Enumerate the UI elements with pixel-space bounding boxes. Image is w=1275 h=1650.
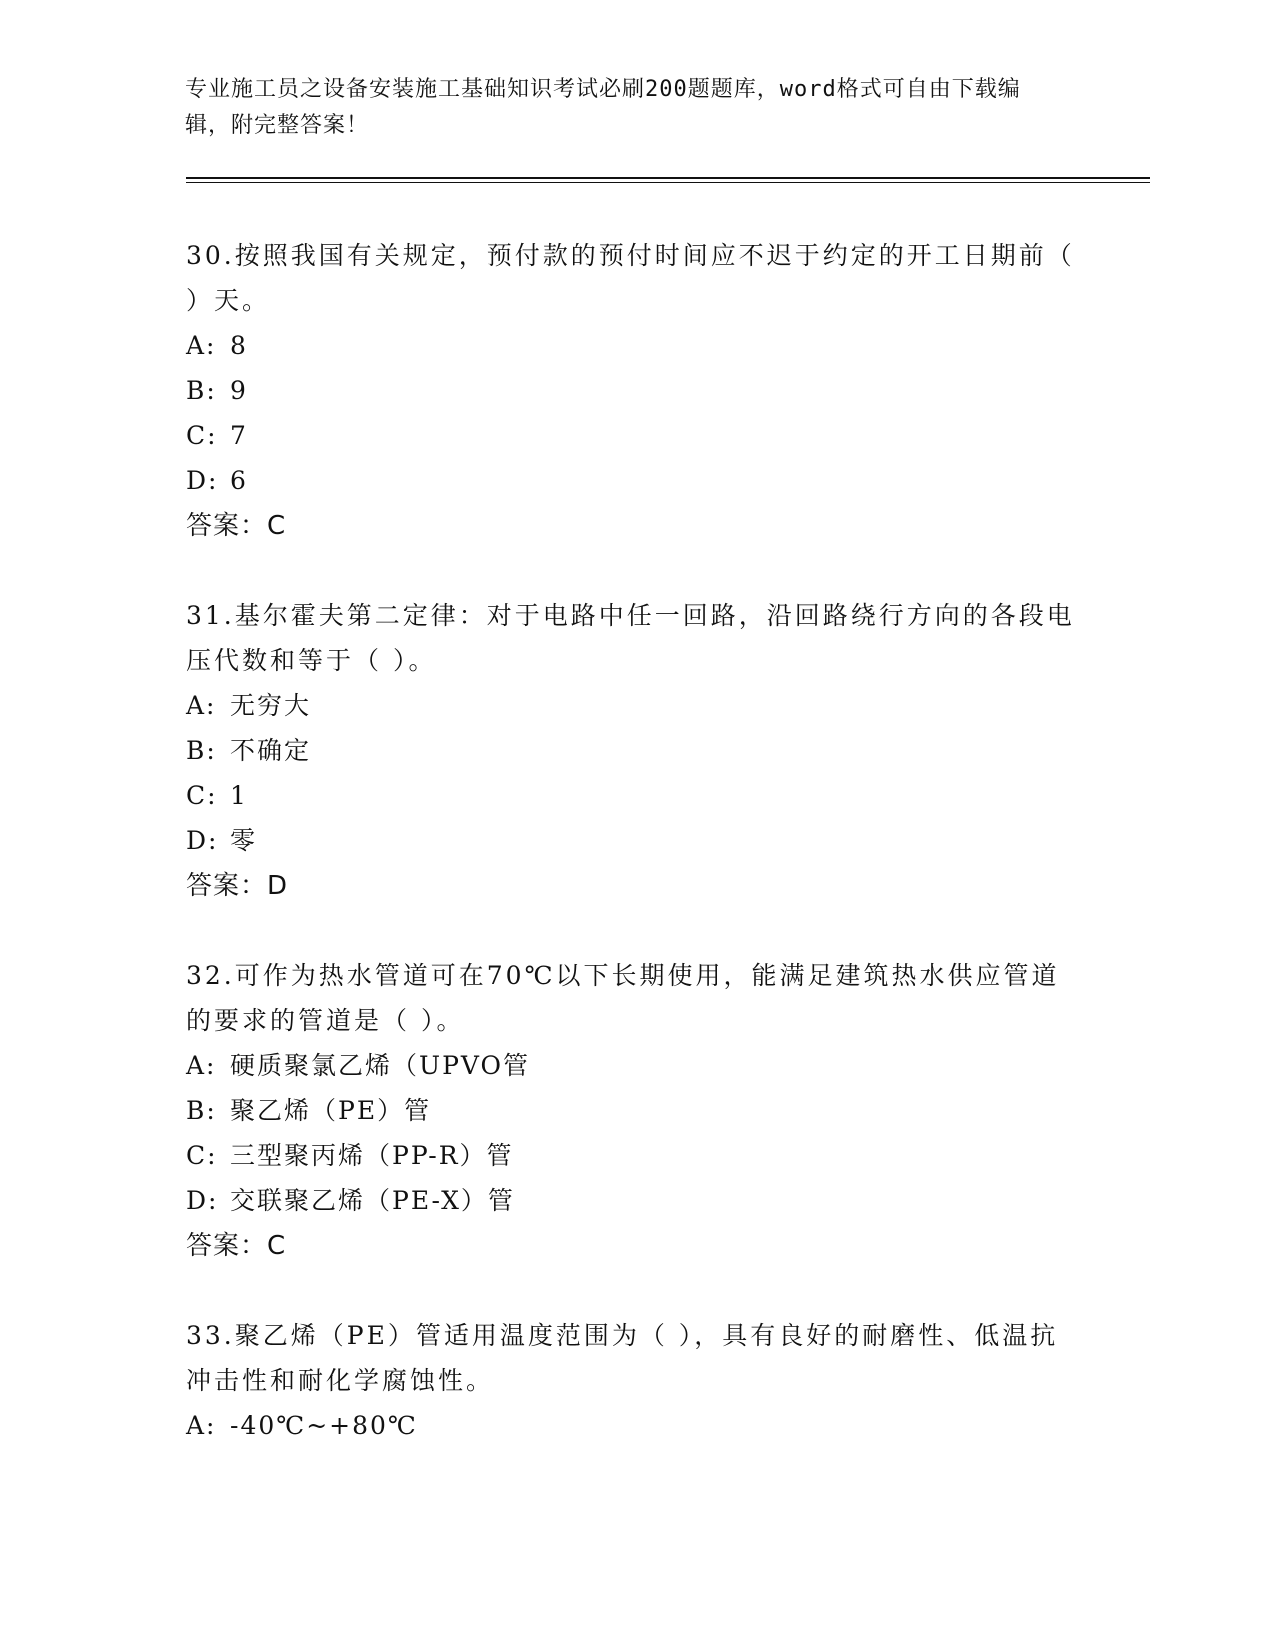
question-32 xyxy=(186,953,1086,1269)
option-b xyxy=(186,368,1086,413)
option-key: A: xyxy=(186,1051,217,1080)
option-key: B: xyxy=(186,1096,217,1125)
question-stem: 30.按照我国有关规定，预付款的预付时间应不迟于约定的开工日期前（ ）天。 xyxy=(186,241,1075,315)
option-b xyxy=(186,1088,1086,1133)
document-header: 专业施工员之设备安装施工基础知识考试必刷200题题库，word格式可自由下载编辑，附完整答案！ xyxy=(185,77,1021,138)
option-text: 无穷大 xyxy=(230,691,312,720)
option-text: 交联聚乙烯（PE-X）管 xyxy=(230,1186,515,1215)
option-c xyxy=(186,413,1086,458)
option-key: C: xyxy=(186,1141,218,1170)
answer-line: 答案：D xyxy=(186,871,289,901)
answer-line: 答案：C xyxy=(186,1231,287,1261)
option-d xyxy=(186,1178,1086,1223)
option-key: C: xyxy=(186,781,218,810)
option-text: 9 xyxy=(230,376,248,405)
option-c xyxy=(186,773,1086,818)
option-text: 不确定 xyxy=(230,736,312,765)
option-key: D: xyxy=(186,826,219,855)
option-text: 零 xyxy=(230,826,258,855)
option-key: B: xyxy=(186,376,217,405)
question-stem: 33.聚乙烯（PE）管适用温度范围为（ ），具有良好的耐磨性、低温抗冲击性和耐化学腐蚀性。 xyxy=(186,1321,1059,1395)
option-a xyxy=(186,1043,1086,1088)
option-a xyxy=(186,323,1086,368)
option-d xyxy=(186,818,1086,863)
option-text: -40℃~+80℃ xyxy=(230,1411,418,1440)
option-b xyxy=(186,728,1086,773)
option-text: 7 xyxy=(230,421,248,450)
option-key: D: xyxy=(186,466,219,495)
header-divider-thin xyxy=(186,182,1150,183)
option-text: 8 xyxy=(230,331,248,360)
option-a xyxy=(186,1403,1086,1448)
option-text: 聚乙烯（PE）管 xyxy=(230,1096,432,1125)
option-key: A: xyxy=(186,331,217,360)
option-key: D: xyxy=(186,1186,219,1215)
option-text: 1 xyxy=(230,781,248,810)
option-a xyxy=(186,683,1086,728)
option-key: A: xyxy=(186,691,217,720)
option-key: B: xyxy=(186,736,217,765)
question-stem: 32.可作为热水管道可在70℃以下长期使用，能满足建筑热水供应管道的要求的管道是（ ）。 xyxy=(186,961,1060,1035)
option-text: 硬质聚氯乙烯（UPVO管 xyxy=(230,1051,531,1080)
option-key: C: xyxy=(186,421,218,450)
answer-line: 答案：C xyxy=(186,511,287,541)
question-31 xyxy=(186,593,1086,909)
option-text: 6 xyxy=(230,466,248,495)
header-divider xyxy=(186,177,1150,179)
question-33 xyxy=(186,1313,1086,1448)
option-key: A: xyxy=(186,1411,217,1440)
option-d xyxy=(186,458,1086,503)
question-30 xyxy=(186,233,1086,549)
option-text: 三型聚丙烯（PP-R）管 xyxy=(230,1141,514,1170)
option-c xyxy=(186,1133,1086,1178)
question-stem: 31.基尔霍夫第二定律：对于电路中任一回路，沿回路绕行方向的各段电压代数和等于（ ）。 xyxy=(186,601,1075,675)
